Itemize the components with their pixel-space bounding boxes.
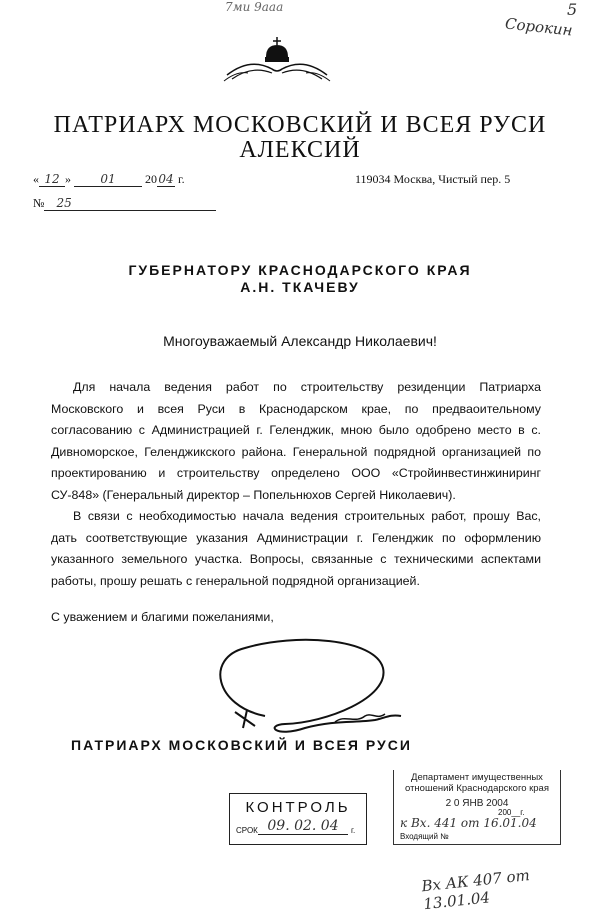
addressee-line2: А.Н. ТКАЧЕВУ (240, 279, 360, 295)
dept-incoming-value: к Вх. 441 от 16.01.04 (400, 816, 537, 830)
top-right-handwriting: Сорокин (504, 14, 574, 40)
date-quote-open: « (33, 172, 39, 186)
dept-incoming-label: Входящий № (400, 832, 449, 841)
sender-address: 119034 Москва, Чистый пер. 5 (355, 172, 511, 186)
closing-line: С уважением и благими пожеланиями, (51, 610, 274, 624)
bottom-handwriting: Вх АК 407 от 13.01.04 (420, 866, 531, 913)
number-line (33, 196, 216, 211)
signer-title: ПАТРИАРХ МОСКОВСКИЙ И ВСЕЯ РУСИ (71, 737, 412, 753)
top-left-handwriting: 7ми 9ааа (225, 0, 284, 14)
dept-line1: Департамент имущественных (411, 772, 543, 783)
patriarch-crown-emblem (222, 35, 332, 83)
letterhead-title: ПАТРИАРХ МОСКОВСКИЙ И ВСЕЯ РУСИ (53, 112, 547, 138)
date-month: 01 (74, 172, 142, 187)
date-suffix: г. (178, 172, 185, 186)
page-number: 5 (567, 0, 578, 19)
control-deadline-value: 09. 02. 04 (258, 818, 348, 835)
dept-line2: отношений Краснодарского края (405, 783, 549, 794)
date-line (33, 172, 185, 187)
date-day: 12 (39, 172, 65, 187)
salutation: Многоуважаемый Александр Николаевич! (163, 333, 437, 349)
date-quote-close: » (65, 172, 71, 186)
paragraph-2: В связи с необходимостью начала ведения строительных работ, прошу Вас, дать соответствующие указания Администрации г. Геленджик по оформлению указанного земельного участка. Вопросы, связанные с техническими аспектами работы, прошу решать с генеральной подрядной организацией. (51, 509, 541, 588)
dept-date: 2 0 ЯНВ 2004 (445, 798, 509, 809)
control-stamp (229, 793, 367, 845)
letterhead-name: АЛЕКСИЙ (239, 137, 361, 163)
paragraph-1: Для начала ведения работ по строительству резиденции Патриарха Московского и всея Руси в Краснодарском крае, по предваоительному согласованию с Администрацией г. Геленджик, мною было одобрено место в с. Дивноморское, Геленджикского района. Генеральной подрядной организацией по проектированию и строительству определено ООО «Стройинвестинжиниринг СУ-848» (Генеральный директор – Попельнюхов Сергей Николаевич). (51, 380, 541, 502)
dept-year-line: 200__г. (498, 808, 525, 817)
control-deadline-suffix: г. (351, 826, 356, 835)
control-stamp-title: КОНТРОЛЬ (245, 799, 351, 816)
date-year-suffix: 04 (158, 172, 174, 186)
handwritten-signature (205, 628, 445, 738)
addressee-line1: ГУБЕРНАТОРУ КРАСНОДАРСКОГО КРАЯ (128, 262, 472, 278)
department-stamp (393, 770, 561, 845)
control-deadline-label: СРОК (236, 826, 258, 835)
date-year-prefix: 20 (145, 172, 157, 186)
number-label: № (33, 196, 45, 210)
number-value: 25 (44, 196, 216, 211)
